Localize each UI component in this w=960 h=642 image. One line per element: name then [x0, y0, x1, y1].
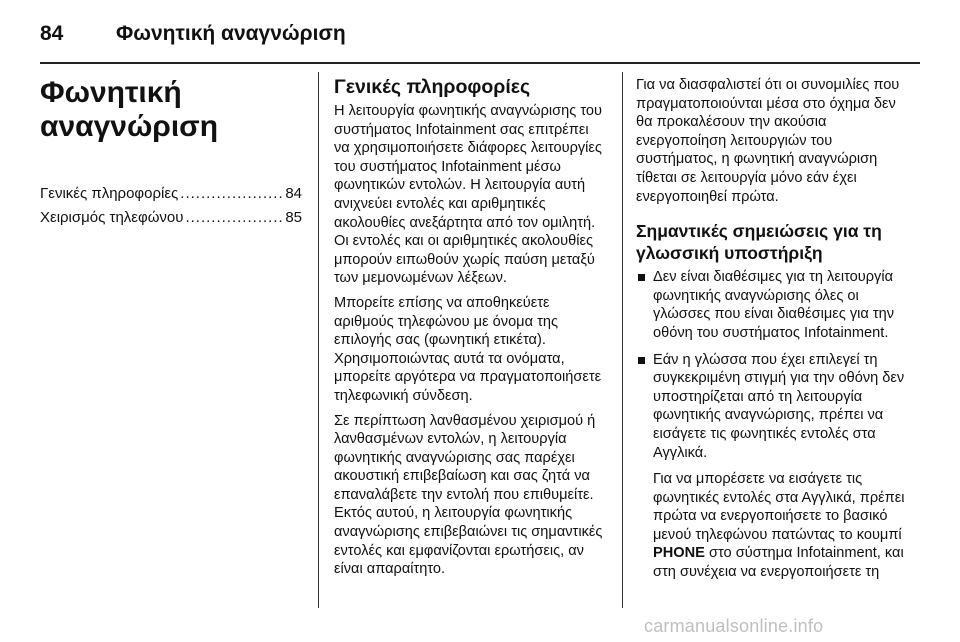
square-bullet-icon: [638, 274, 645, 281]
toc-entry-page: 85: [285, 209, 302, 226]
bullet-item: [636, 351, 910, 463]
subsection-title: Σημαντικές σημειώσεις για τη γλωσσική υποστήριξη: [636, 221, 882, 264]
general-info-column: [334, 76, 606, 585]
toc-entry-phone[interactable]: [40, 206, 302, 230]
column-divider-1: [318, 72, 319, 608]
watermark: carmanualsonline.info: [644, 616, 824, 636]
page-number: 84: [40, 22, 64, 45]
bullet-text: Εάν η γλώσσα που έχει επιλεγεί τη συγκεκριμένη στιγμή για την οθόνη δεν υποστηρίζεται από τη λειτουργία φωνητικής αναγνώρισης, πρέπει να εισάγετε τις φωνητικές εντολές στα Αγγλικά.: [653, 351, 905, 461]
indented-paragraph: [653, 470, 910, 582]
language-notes-column: [636, 76, 910, 588]
toc-entry-label: Χειρισμός τηλεφώνου: [40, 209, 184, 226]
bullet-item: [636, 268, 910, 342]
running-title: Φωνητική αναγνώριση: [116, 22, 346, 45]
section-title: Γενικές πληροφορίες: [334, 76, 531, 98]
toc-entry-page: 84: [285, 185, 302, 202]
table-of-contents: [40, 182, 302, 230]
chapter-column: [40, 76, 302, 230]
paragraph: Μπορείτε επίσης να αποθηκεύετε αριθμούς τηλεφώνου με όνομα της επιλογής σας (φωνητική ετικέτα). Χρησιμοποιώντας αυτά τα ονόματα, μπορείτε αργότερα να πραγματοποιήσετε τηλεφωνική σύνδεση.: [334, 294, 602, 404]
chapter-title: Φωνητική αναγνώριση: [40, 76, 219, 143]
toc-leader-dots: [185, 206, 283, 230]
column-divider-2: [622, 72, 623, 608]
text-run: στο σύστημα Infotainment, και στη συνέχεια να ενεργοποιήσετε τη: [653, 545, 904, 581]
header-divider: [40, 62, 920, 64]
toc-leader-dots: [180, 182, 283, 206]
square-bullet-icon: [638, 357, 645, 364]
paragraph: Η λειτουργία φωνητικής αναγνώρισης του συστήματος Infotainment σας επιτρέπει να χρησιμοποιήσετε διάφορες λειτουργίες του συστήματος Infotainment μέσω φωνητικών εντολών. Η λειτουργία αυτή ανιχνεύει εντολές και αριθμητικές ακολουθίες ανεξάρτητα από τον ομιλητή. Οι εντολές και οι αριθμητικές ακολουθίες μπορούν ειπωθούν χωρίς παύση μεταξύ των μεμονωμένων λέξεων.: [334, 103, 602, 287]
paragraph: Σε περίπτωση λανθασμένου χειρισμού ή λανθασμένων εντολών, η λειτουργία φωνητικής αναγνώρισης σας παρέχει ακουστική επιβεβαίωση και σας ζητά να επαναλάβετε την εντολή που επιθυμείτε. Εκτός αυτού, η λειτουργία φωνητικής αναγνώρισης επιβεβαιώνει τις σημαντικές εντολές και εμφανίζονται ερωτήσεις, αν είναι απαραίτητο.: [334, 412, 603, 578]
bullet-text: Δεν είναι διαθέσιμες για τη λειτουργία φωνητικής αναγνώρισης όλες οι γλώσσες που είναι διαθέσιμες για την οθόνη του συστήματος Infotainment.: [653, 269, 895, 341]
text-run: Για να μπορέσετε να εισάγετε τις φωνητικές εντολές στα Αγγλικά, πρέπει πρώτα να ενεργοποιήσετε το βασικό μενού τηλεφώνου πατώντας το κουμπί: [653, 471, 905, 543]
toc-entry-general[interactable]: [40, 182, 302, 206]
phone-button-keyword: PHONE: [653, 545, 705, 562]
toc-entry-label: Γενικές πληροφορίες: [40, 185, 179, 202]
paragraph: Για να διασφαλιστεί ότι οι συνομιλίες που πραγματοποιούνται μέσα στο όχημα δεν θα προκαλέσουν την ακούσια ενεργοποίηση λειτουργιών του συστήματος, η φωνητική αναγνώριση τίθεται σε λειτουργία μόνο εάν έχει ενεργοποιηθεί πρώτα.: [636, 77, 900, 205]
page-header: [0, 0, 960, 56]
